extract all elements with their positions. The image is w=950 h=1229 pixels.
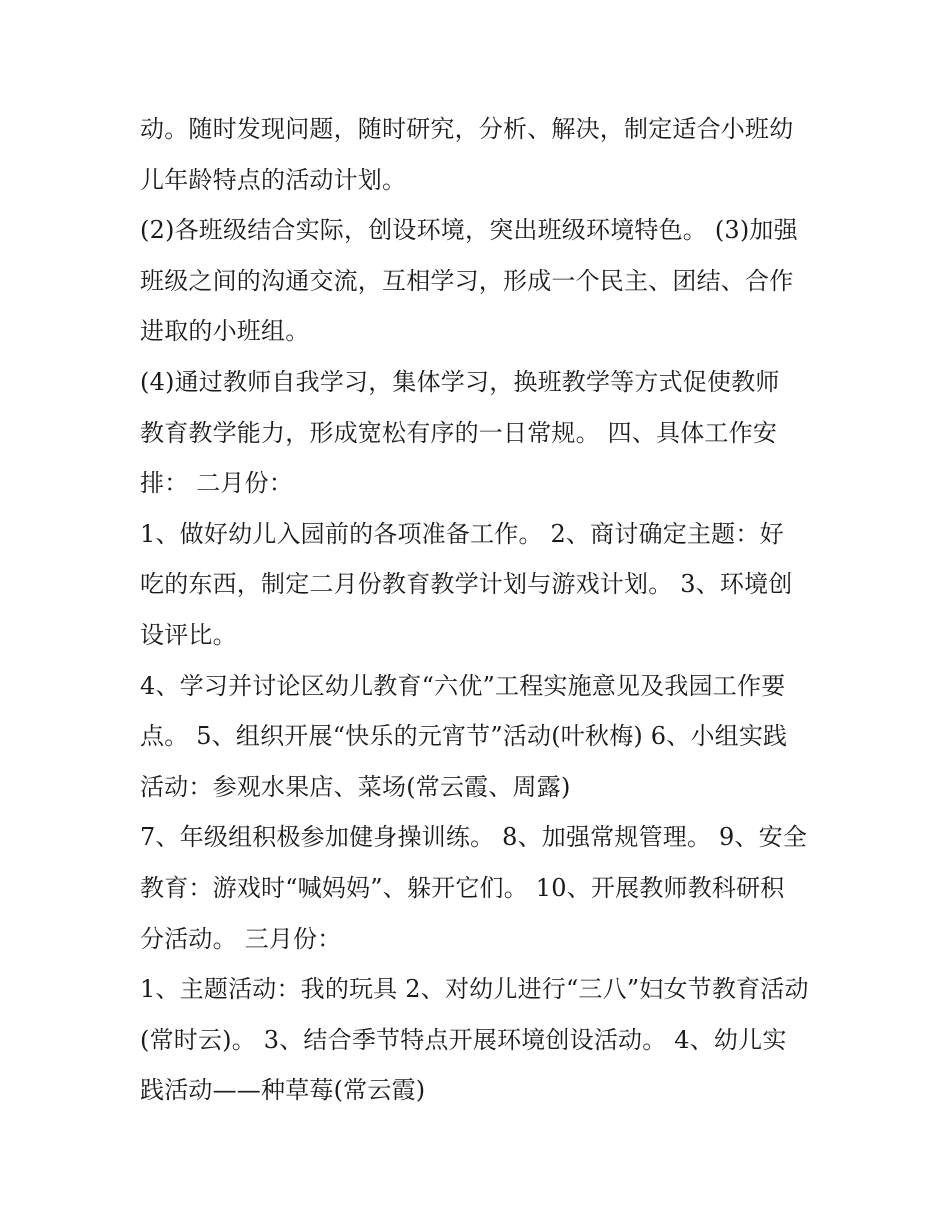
text-line: 教育：游戏时“喊妈妈”、躲开它们。 10、开展教师教科研积 xyxy=(140,873,785,902)
text-line: (2)各班级结合实际，创设环境，突出班级环境特色。 (3)加强 xyxy=(140,216,798,245)
text-line: 进取的小班组。 xyxy=(140,317,310,346)
text-line: 分活动。 三月份： xyxy=(140,924,342,953)
text-line: 排： 二月份： xyxy=(140,469,294,498)
text-line: 动。随时发现问题，随时研究，分析、解决，制定适合小班幼 xyxy=(140,115,794,143)
text-line: 班级之间的沟通交流，互相学习，形成一个民主、团结、合作 xyxy=(140,266,794,295)
text-line: 1、主题活动：我的玩具 2、对幼儿进行“三八”妇女节教育活动 xyxy=(140,975,809,1004)
text-line: 点。 5、组织开展“快乐的元宵节”活动(叶秋梅) 6、小组实践 xyxy=(140,722,788,751)
text-line: 儿年龄特点的活动计划。 xyxy=(140,165,407,194)
text-line: 教育教学能力，形成宽松有序的一日常规。 四、具体工作安 xyxy=(140,418,778,447)
text-line: (常时云)。 3、结合季节特点开展环境创设活动。 4、幼儿实 xyxy=(140,1025,787,1054)
text-line: 4、学习并讨论区幼儿教育“六优”工程实施意见及我园工作要 xyxy=(140,671,786,700)
text-line: 设评比。 xyxy=(140,620,237,649)
text-line: (4)通过教师自我学习，集体学习，换班教学等方式促使教师 xyxy=(140,367,780,396)
text-line: 活动：参观水果店、菜场(常云霞、周露) xyxy=(140,772,571,801)
document-body xyxy=(140,104,820,1116)
text-line: 践活动——种草莓(常云霞) xyxy=(140,1076,426,1105)
text-line: 1、做好幼儿入园前的各项准备工作。 2、商讨确定主题：好 xyxy=(140,519,784,548)
text-line: 7、年级组积极参加健身操训练。 8、加强常规管理。 9、安全 xyxy=(140,823,808,852)
text-line: 吃的东西，制定二月份教育教学计划与游戏计划。 3、环境创 xyxy=(140,570,793,599)
